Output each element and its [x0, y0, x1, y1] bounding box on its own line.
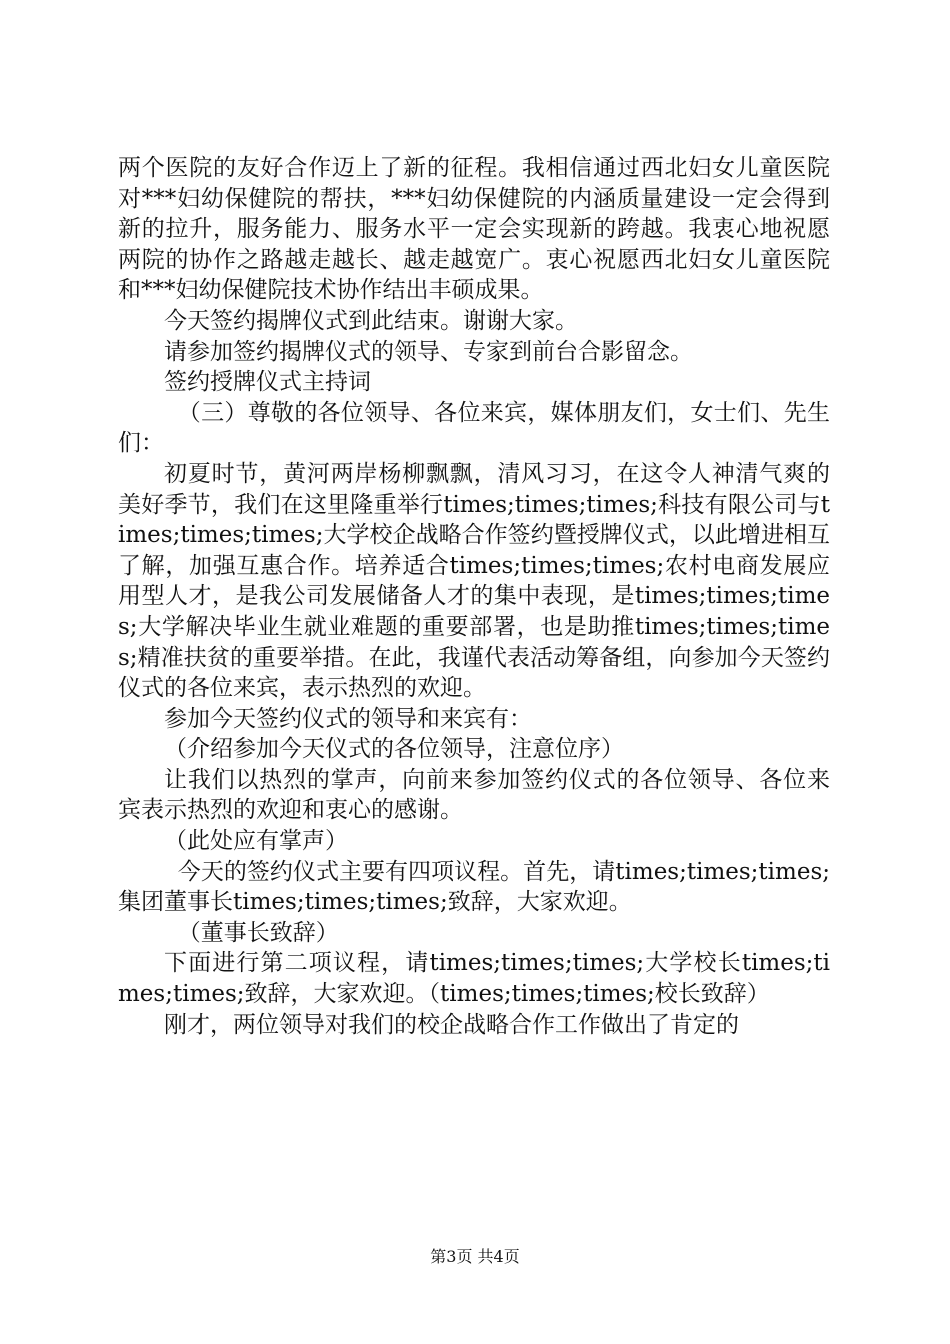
paragraph: 下面进行第二项议程，请times;times;times;大学校长times;times;times;致辞，大家欢迎。（times;times;times;校长致辞） [118, 950, 830, 1008]
document-body [118, 153, 830, 1040]
section-heading: 签约授牌仪式主持词 [164, 369, 371, 396]
paragraph: 初夏时节，黄河两岸杨柳飘飘，清风习习，在这令人神清气爽的美好季节，我们在这里隆重举行times;times;times;科技有限公司与times;times;times;大学校企战略合作签约暨授牌仪式，以此增进相互了解，加强互惠合作。培养适合times;times;times;农村电商发展应用型人才，是我公司发展储备人才的集中表现，是times;times;times;大学解决毕业生就业难题的重要部署，也是助推times;times;times;精准扶贫的重要举措。在此，我谨代表活动筹备组，向参加今天签约仪式的各位来宾，表示热烈的欢迎。 [118, 460, 830, 702]
paragraph: （介绍参加今天仪式的各位领导，注意位序） [164, 736, 624, 763]
paragraph: 今天签约揭牌仪式到此结束。谢谢大家。 [164, 307, 578, 334]
paragraph: （董事长致辞） [177, 919, 339, 946]
paragraph: 请参加签约揭牌仪式的领导、专家到前台合影留念。 [164, 338, 693, 365]
paragraph: 参加今天签约仪式的领导和来宾有： [164, 705, 532, 732]
paragraph: 让我们以热烈的掌声，向前来参加签约仪式的各位领导、各位来宾表示热烈的欢迎和衷心的感谢。 [118, 766, 830, 824]
paragraph: 刚才，两位领导对我们的校企战略合作工作做出了肯定的 [164, 1011, 739, 1038]
page-number-footer: 第3页 共4页 [430, 1247, 520, 1266]
paragraph: 两个医院的友好合作迈上了新的征程。我相信通过西北妇女儿童医院对***妇幼保健院的帮扶，***妇幼保健院的内涵质量建设一定会得到新的拉升，服务能力、服务水平一定会实现新的跨越。我衷心地祝愿两院的协作之路越走越长、越走越宽广。衷心祝愿西北妇女儿童医院和***妇幼保健院技术协作结出丰硕成果。 [118, 155, 830, 304]
paragraph: 今天的签约仪式主要有四项议程。首先，请times;times;times;集团董事长times;times;times;致辞，大家欢迎。 [118, 858, 830, 916]
paragraph: （此处应有掌声） [164, 828, 348, 855]
paragraph: （三）尊敬的各位领导、各位来宾，媒体朋友们，女士们、先生们： [118, 399, 830, 457]
